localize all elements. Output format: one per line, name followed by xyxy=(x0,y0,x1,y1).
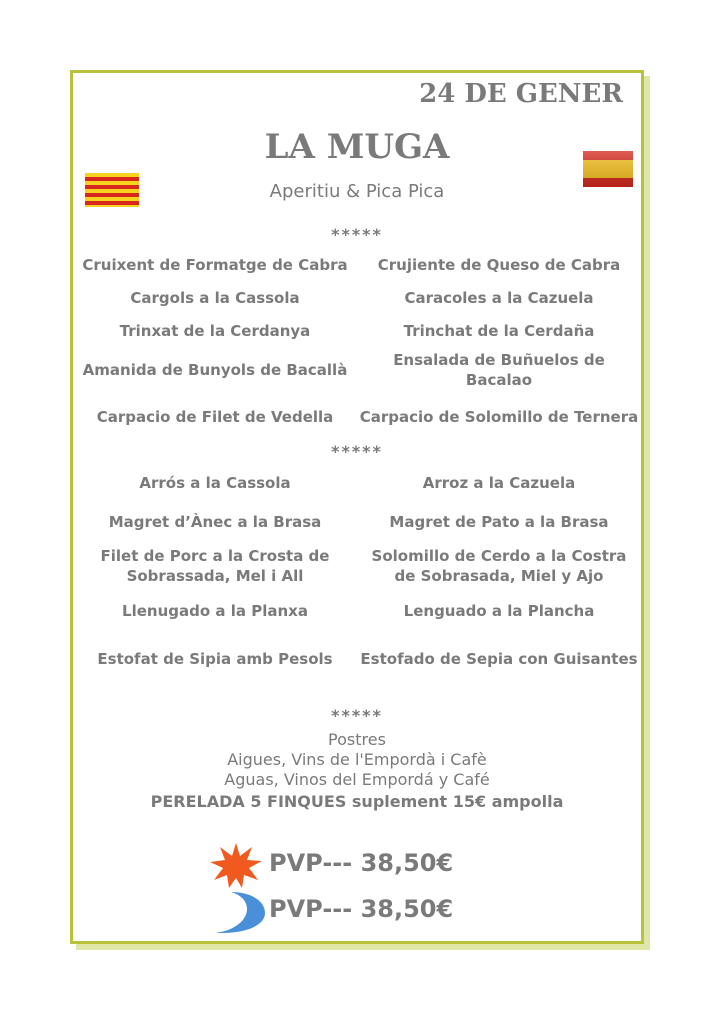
dish-catalan: Estofat de Sipia amb Pesols xyxy=(97,650,333,668)
menu-row xyxy=(73,638,641,680)
separator: ***** xyxy=(331,225,383,244)
catalan-flag-icon xyxy=(85,173,139,207)
dish-spanish: Solomillo de Cerdo a la Costra de Sobrasada, Miel y Ajo xyxy=(371,547,627,585)
star-burst-icon xyxy=(208,841,264,889)
separator: ***** xyxy=(331,442,383,461)
menu-row xyxy=(73,286,641,310)
drinks-catalan: Aigues, Vins de l'Empordà i Cafè xyxy=(227,750,487,769)
menu-row xyxy=(73,599,641,623)
menu-row xyxy=(73,471,641,495)
crescent-moon-icon xyxy=(211,891,267,935)
dish-spanish: Magret de Pato a la Brasa xyxy=(389,513,609,531)
dish-spanish: Ensalada de Buñuelos de Bacalao xyxy=(393,351,605,389)
dish-spanish: Crujiente de Queso de Cabra xyxy=(377,256,621,274)
dish-catalan: Cargols a la Cassola xyxy=(130,289,300,307)
dish-catalan: Amanida de Bunyols de Bacallà xyxy=(82,361,348,379)
dish-spanish: Caracoles a la Cazuela xyxy=(404,289,594,307)
menu-row xyxy=(73,396,641,438)
dish-catalan: Llenugado a la Planxa xyxy=(122,602,308,620)
drinks-spanish: Aguas, Vinos del Empordá y Café xyxy=(224,770,490,789)
dish-catalan: Magret d’Ànec a la Brasa xyxy=(108,513,322,531)
restaurant-title: LA MUGA xyxy=(264,127,450,167)
dish-spanish: Estofado de Sepia con Guisantes xyxy=(360,650,638,668)
dish-spanish: Arroz a la Cazuela xyxy=(422,474,576,492)
wine-supplement-note: PERELADA 5 FINQUES suplement 15€ ampolla xyxy=(150,792,564,811)
dish-spanish: Carpacio de Solomillo de Ternera xyxy=(359,408,639,426)
menu-row xyxy=(73,349,641,391)
menu-row xyxy=(73,545,641,587)
dish-catalan: Carpacio de Filet de Vedella xyxy=(96,408,334,426)
dish-catalan: Filet de Porc a la Crosta de Sobrassada, Mel i All xyxy=(100,547,330,585)
dish-spanish: Trinchat de la Cerdaña xyxy=(403,322,595,340)
dish-catalan: Cruixent de Formatge de Cabra xyxy=(82,256,348,274)
desserts-label: Postres xyxy=(328,730,386,749)
price-1: PVP--- 38,50€ xyxy=(269,849,454,877)
menu-row xyxy=(73,319,641,343)
price-2: PVP--- 38,50€ xyxy=(269,895,454,923)
menu-row xyxy=(73,510,641,534)
menu-row xyxy=(73,253,641,277)
dish-spanish: Lenguado a la Plancha xyxy=(403,602,595,620)
spanish-flag-icon xyxy=(583,151,633,187)
menu-card xyxy=(70,70,644,944)
menu-date: 24 DE GENER xyxy=(419,79,623,109)
separator: ***** xyxy=(331,706,383,725)
menu-subtitle: Aperitiu & Pica Pica xyxy=(269,181,445,202)
dish-catalan: Trinxat de la Cerdanya xyxy=(119,322,311,340)
dish-catalan: Arrós a la Cassola xyxy=(139,474,291,492)
